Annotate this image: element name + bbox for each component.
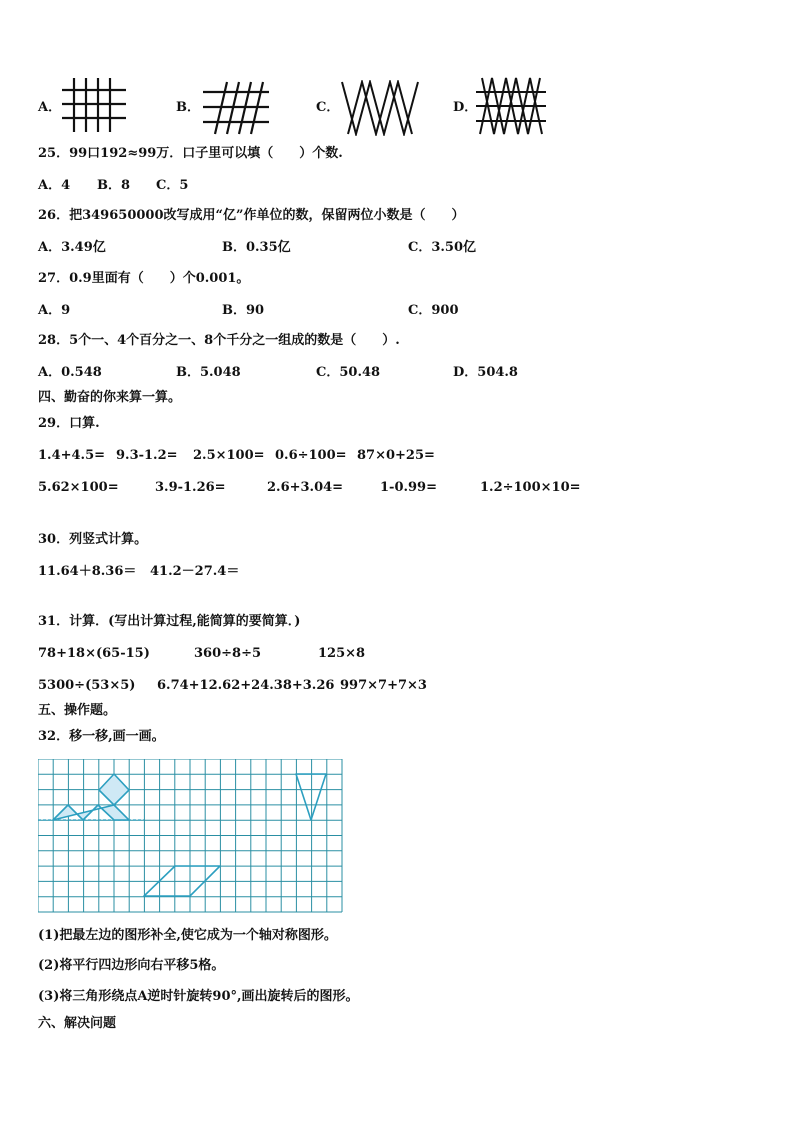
q31-row1-item1: 78+18×(65-15) (38, 646, 150, 661)
q26-option-c[interactable]: C．3.50亿 (408, 240, 477, 255)
q32-grid-figure (38, 759, 344, 913)
q29-row2-item2: 3.9-1.26= (155, 480, 226, 495)
q26-option-a[interactable]: A．3.49亿 (38, 240, 106, 255)
q31-row2-item3: 997×7+7×3 (340, 678, 427, 693)
q27-stem: 27．0.9里面有（ ）个0.001。 (38, 271, 250, 286)
q24-option-c-label: C． (316, 100, 340, 115)
q24-option-b-label: B． (176, 100, 200, 115)
q24-figure-c (340, 80, 420, 136)
q27-option-b[interactable]: B．90 (222, 303, 265, 318)
section-6-title: 六、解决问题 (38, 1016, 117, 1031)
q31-row2-item1: 5300÷(53×5) (38, 678, 136, 693)
q24-figure-d (476, 76, 546, 136)
q31-row1-item2: 360÷8÷5 (194, 646, 262, 661)
q29-row1-item4: 0.6÷100= (275, 448, 347, 463)
q25-option-b[interactable]: B．8 (97, 178, 131, 193)
q24-figure-a (62, 76, 128, 134)
q29-row2-item4: 1-0.99= (380, 480, 437, 495)
q32-task-1: (1)把最左边的图形补全,使它成为一个轴对称图形。 (38, 928, 337, 943)
q28-stem: 28．5个一、4个百分之一、8个千分之一组成的数是（ ）. (38, 333, 400, 348)
q24-figure-b (201, 80, 271, 136)
q28-option-b[interactable]: B．5.048 (176, 365, 241, 380)
q32-stem: 32．移一移,画一画。 (38, 729, 165, 744)
q29-row1-item5: 87×0+25= (357, 448, 435, 463)
q29-row1-item2: 9.3-1.2= (116, 448, 178, 463)
q24-option-d-label: D． (453, 100, 478, 115)
q30-stem: 30．列竖式计算。 (38, 532, 148, 547)
triangle (296, 774, 326, 820)
q29-stem: 29．口算. (38, 416, 100, 431)
q29-row2-item5: 1.2÷100×10= (480, 480, 581, 495)
q29-row2-item1: 5.62×100= (38, 480, 119, 495)
q32-task-3: (3)将三角形绕点A逆时针旋转90°,画出旋转后的图形。 (38, 989, 359, 1004)
left-half-shape (53, 774, 129, 820)
q32-task-2: (2)将平行四边形向右平移5格。 (38, 958, 225, 973)
q28-option-c[interactable]: C．50.48 (316, 365, 381, 380)
q25-option-c[interactable]: C．5 (156, 178, 189, 193)
q28-option-d[interactable]: D．504.8 (453, 365, 518, 380)
q25-stem: 25．99口192≈99万．口子里可以填（ ）个数. (38, 146, 343, 161)
q25-option-a[interactable]: A．4 (38, 178, 71, 193)
q26-stem: 26．把349650000改写成用“亿”作单位的数，保留两位小数是（ ） (38, 208, 465, 223)
grid-lines (38, 759, 342, 912)
q31-stem: 31．计算．(写出计算过程,能简算的要简算．) (38, 614, 301, 629)
section-4-title: 四、勤奋的你来算一算。 (38, 390, 182, 405)
q29-row1-item3: 2.5×100= (193, 448, 265, 463)
q31-row2-item2: 6.74+12.62+24.38+3.26 (157, 678, 335, 693)
q30-item2: 41.2－27.4＝ (150, 564, 240, 579)
q31-row1-item3: 125×8 (318, 646, 366, 661)
q26-option-b[interactable]: B．0.35亿 (222, 240, 291, 255)
q30-item1: 11.64＋8.36＝ (38, 564, 137, 579)
q27-option-c[interactable]: C．900 (408, 303, 459, 318)
section-5-title: 五、操作题。 (38, 703, 117, 718)
q29-row2-item3: 2.6+3.04= (267, 480, 344, 495)
q28-option-a[interactable]: A．0.548 (38, 365, 102, 380)
q24-option-a-label: A． (38, 100, 62, 115)
q29-row1-item1: 1.4+4.5= (38, 448, 106, 463)
q27-option-a[interactable]: A．9 (38, 303, 71, 318)
